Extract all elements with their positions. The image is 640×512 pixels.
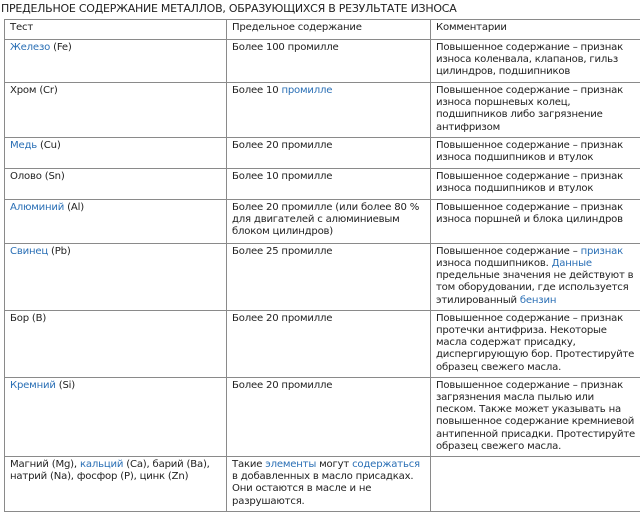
test-cell: Олово (Sn): [5, 168, 227, 199]
unit-link[interactable]: промилле: [281, 85, 332, 96]
limit-cell: Более 20 промилле: [227, 377, 431, 456]
limit-cell: Более 25 промилле: [227, 243, 431, 310]
comment-cell: Повышенное содержание – признак загрязнения масла пылью или песком. Также может указывать на повышенное содержание кремниевой антипенной присадки. Протестируйте образец свежего масла.: [431, 377, 640, 456]
table-header-row: [5, 20, 640, 40]
comment-cell: Повышенное содержание – признак износа коленвала, клапанов, гильз цилиндров, подшипников: [431, 40, 640, 83]
test-cell: Алюминий (Al): [5, 199, 227, 243]
comment-cell: Повышенное содержание – признак износа подшипников. Данные предельные значения не действуют в том оборудовании, где используется этилированный бензин: [431, 243, 640, 310]
page-title: ПРЕДЕЛЬНОЕ СОДЕРЖАНИЕ МЕТАЛЛОВ, ОБРАЗУЮЩИХСЯ В РЕЗУЛЬТАТЕ ИЗНОСА: [1, 2, 457, 15]
element-link[interactable]: кальций: [80, 459, 123, 470]
element-link[interactable]: Алюминий: [10, 202, 64, 213]
comment-cell: Повышенное содержание – признак износа поршневых колец, подшипников либо загрязнение антифризом: [431, 83, 640, 138]
table-row: [5, 168, 640, 199]
table-row: [5, 199, 640, 243]
comment-link[interactable]: признак: [581, 246, 623, 257]
test-cell: Бор (B): [5, 310, 227, 377]
comment-cell: Повышенное содержание – признак износа подшипников и втулок: [431, 137, 640, 168]
test-cell: Свинец (Pb): [5, 243, 227, 310]
limit-cell: Более 10 промилле: [227, 83, 431, 138]
table-row: [5, 310, 640, 377]
comment-cell: [431, 457, 640, 512]
limit-cell: Более 20 промилле: [227, 137, 431, 168]
limit-link[interactable]: содержаться: [352, 459, 420, 470]
limit-cell: Такие элементы могут содержаться в добавленных в масло присадках. Они остаются в масле и не разрушаются.: [227, 457, 431, 512]
table-row: [5, 377, 640, 456]
test-cell: Кремний (Si): [5, 377, 227, 456]
limit-cell: Более 10 промилле: [227, 168, 431, 199]
element-link[interactable]: Кремний: [10, 380, 56, 391]
comment-link[interactable]: бензин: [520, 295, 556, 306]
comment-cell: Повышенное содержание – признак износа поршней и блока цилиндров: [431, 199, 640, 243]
comment-cell: Повышенное содержание – признак протечки антифриза. Некоторые масла содержат присадку, диспергирующую бор. Протестируйте образец свежего масла.: [431, 310, 640, 377]
header-comment: Комментарии: [431, 20, 640, 40]
test-cell: Хром (Cr): [5, 83, 227, 138]
limit-cell: Более 100 промилле: [227, 40, 431, 83]
element-link[interactable]: Медь: [10, 140, 37, 151]
comment-link[interactable]: Данные: [552, 258, 592, 269]
comment-cell: Повышенное содержание – признак износа подшипников и втулок: [431, 168, 640, 199]
test-cell: Железо (Fe): [5, 40, 227, 83]
header-limit: Предельное содержание: [227, 20, 431, 40]
limit-cell: Более 20 промилле (или более 80 % для двигателей с алюминиевым блоком цилиндров): [227, 199, 431, 243]
table-row: [5, 40, 640, 83]
test-cell: Магний (Mg), кальций (Ca), барий (Ba), натрий (Na), фосфор (P), цинк (Zn): [5, 457, 227, 512]
header-test: Тест: [5, 20, 227, 40]
test-cell: Медь (Cu): [5, 137, 227, 168]
table-row: [5, 243, 640, 310]
table-row: [5, 457, 640, 512]
limit-link[interactable]: элементы: [265, 459, 316, 470]
table-row: [5, 83, 640, 138]
element-link[interactable]: Железо: [10, 42, 50, 53]
element-link[interactable]: Свинец: [10, 246, 48, 257]
table-row: [5, 137, 640, 168]
limit-cell: Более 20 промилле: [227, 310, 431, 377]
metals-table: [4, 19, 640, 512]
